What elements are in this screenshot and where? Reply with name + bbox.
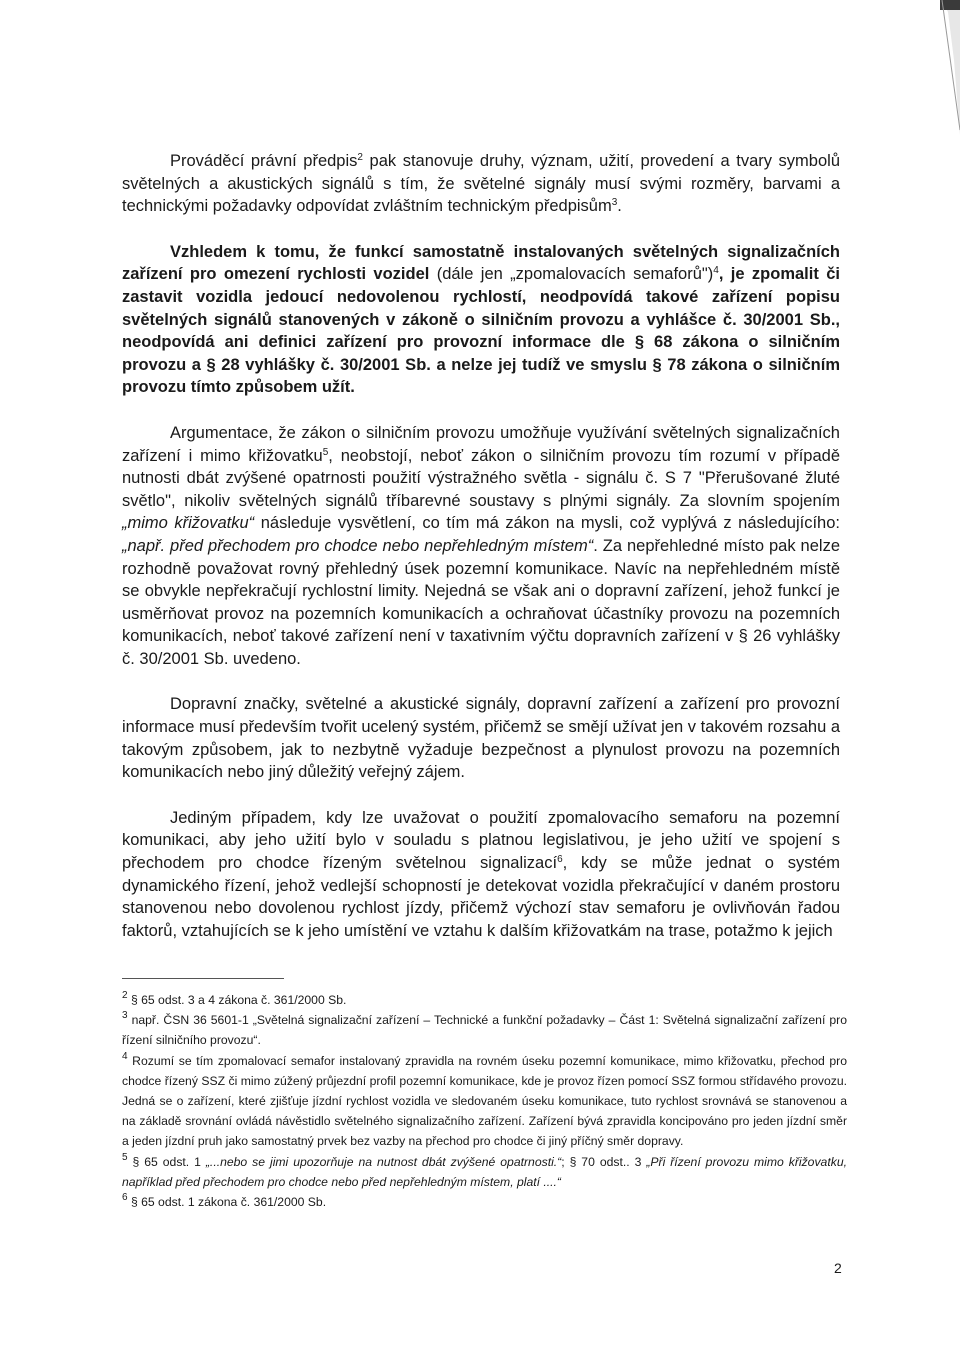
footnote-separator [122, 978, 284, 979]
paragraph-2: Vzhledem k tomu, že funkcí samostatně instalovaných světelných signalizačních zařízení pro omezení rychlosti vozidel (dále jen „zpomalovacích semaforů")$^4$, je zpomalit či zastavit vozidla jedoucí nedovolenou rychlostí, neodpovídá takové zařízení popisu světelných signálů stanovených v zákoně o silničním provozu a vyhlášce č. 30/2001 Sb., neodpovídá ani definici zařízení pro provozní informace dle § 68 zákona o silničním provozu a § 28 vyhlášky č. 30/2001 Sb. a nelze jej tudíž ve smyslu § 78 zákona o silničním provozu tímto způsobem užít. [122, 242, 840, 397]
paragraph-5: Jediným případem, kdy lze uvažovat o použití zpomalovacího semaforu na pozemní komunikaci, aby jeho užití bylo v souladu s platnou legislativou, je jeho užití ve spojení s přechodem pro chodce řízeným světelnou signalizací$^6$, kdy se může jednat o systém dynamického řízení, jehož vedlejší schopností je detekovat vozidla překračující v daném prostoru stanovenou nebo dovolenou rychlost jízdy, přičemž výchozí stav semaforu je ovlivňován řadou faktorů, vztahujících se k jeho umístění ve vztahu k dalším křižovatkám na trase, potažmo k jejich [122, 808, 841, 940]
paragraph-3: Argumentace, že zákon o silničním provozu umožňuje využívání světelných signalizačních zařízení i mimo křižovatku$^5$, neobstojí, neboť zákon o silničním provozu tím rozumí v případě nutnosti dbát zvýšené opatrnosti použití výstražného světla - signálu č. S 7 "Přerušované žluté světlo", nikoliv světelných signálů tříbarevné soustavy s plnými signály. Za slovním spojením „mimo křižovatku“ následuje vysvětlení, co tím má zákon na mysli, což vyplývá z následujícího: „např. před přechodem pro chodce nebo nepřehledným místem“. Za nepřehledné místo pak nelze rozhodně považovat rovný přehledný úsek pozemní komunikace. Navíc na nepřehledném místě se obvykle nepřekračují rychlostní limity. Nejedná se však ani o dopravní zařízení, jehož funkcí je usměrňovat provoz na pozemních komunikacích a ochraňovat účastníky provozu na pozemních komunikacích, neboť takové zařízení není v taxativním výčtu dopravních zařízení v § 26 vyhlášky č. 30/2001 Sb. uvedeno. [122, 423, 841, 668]
footnote-2: $^2$ § 65 odst. 3 a 4 zákona č. 361/2000 Sb. [122, 990, 347, 1007]
footnote-3: $^3$ např. ČSN 36 5601-1 „Světelná signalizační zařízení – Technické a funkční požadavky – Část 1: Světelná signalizační zařízení pro řízení silničního provozu“. [122, 1010, 847, 1048]
footnote-ref: 5 [322, 446, 329, 458]
paragraph-4: Dopravní značky, světelné a akustické signály, dopravní zařízení a zařízení pro provozní informace musí především tvořit ucelený systém, přičemž se smějí užívat jen v takovém rozsahu a takovým způsobem, jak to nezbytně vyžaduje bezpečnost a plynulost provozu na pozemních komunikacích nebo jiný důležitý veřejný zájem. [122, 695, 841, 782]
footnote-ref: 2 [357, 152, 363, 163]
footnote-ref: 4 [713, 265, 719, 277]
footnotes [122, 990, 847, 1212]
footnote-4: $^4$ Rozumí se tím zpomalovací semafor instalovaný zpravidla na rovném úseku pozemní komunikace, mimo křižovatku, přechod pro chodce řízený SSZ či mimo zúžený průjezdní profil pozemní komunikace, kde je provoz řízen pomocí SSZ formou střídavého provozu. Jedná se o zařízení, které zjišťuje jízdní rychlost vozidla ve sledovaném úseku komunikace, tuto rychlost srovnává se stanovenou a na základě srovnání ovládá návěstidlo světelného signalizačního zařízení. Zařízení bývá zpravidla koncipováno pro jeden jízdní směr a jeden jízdní pruh jako samostatný prvek bez vazby na přechod pro chodce či jiný příčný směr dopravy. [122, 1050, 847, 1149]
scan-corner-artifact [890, 0, 960, 140]
footnote-ref: 6 [557, 854, 563, 866]
page-number: 2 [834, 1260, 842, 1276]
footnote-5: $^5$ § 65 odst. 1 „...nebo se jimi upozorňuje na nutnost dbát zvýšené opatrnosti.“; § 70 odst.. 3 „Při řízení provozu mimo křižovatku, například před přechodem pro chodce nebo před nepřehledným místem, platí ....“ [122, 1151, 847, 1189]
paragraph-1: Prováděcí právní předpis$^2$ pak stanovuje druhy, význam, užití, provedení a tvary symbolů světelných a akustických signálů s tím, že světelné signály musí svými rozměry, barvami a technickými požadavky odpovídat zvláštním technickým předpisům$^3$. [122, 152, 840, 216]
footnote-6: $^6$ § 65 odst. 1 zákona č. 361/2000 Sb. [122, 1192, 327, 1210]
footnote-ref: 3 [611, 197, 618, 209]
main-text [122, 150, 840, 942]
